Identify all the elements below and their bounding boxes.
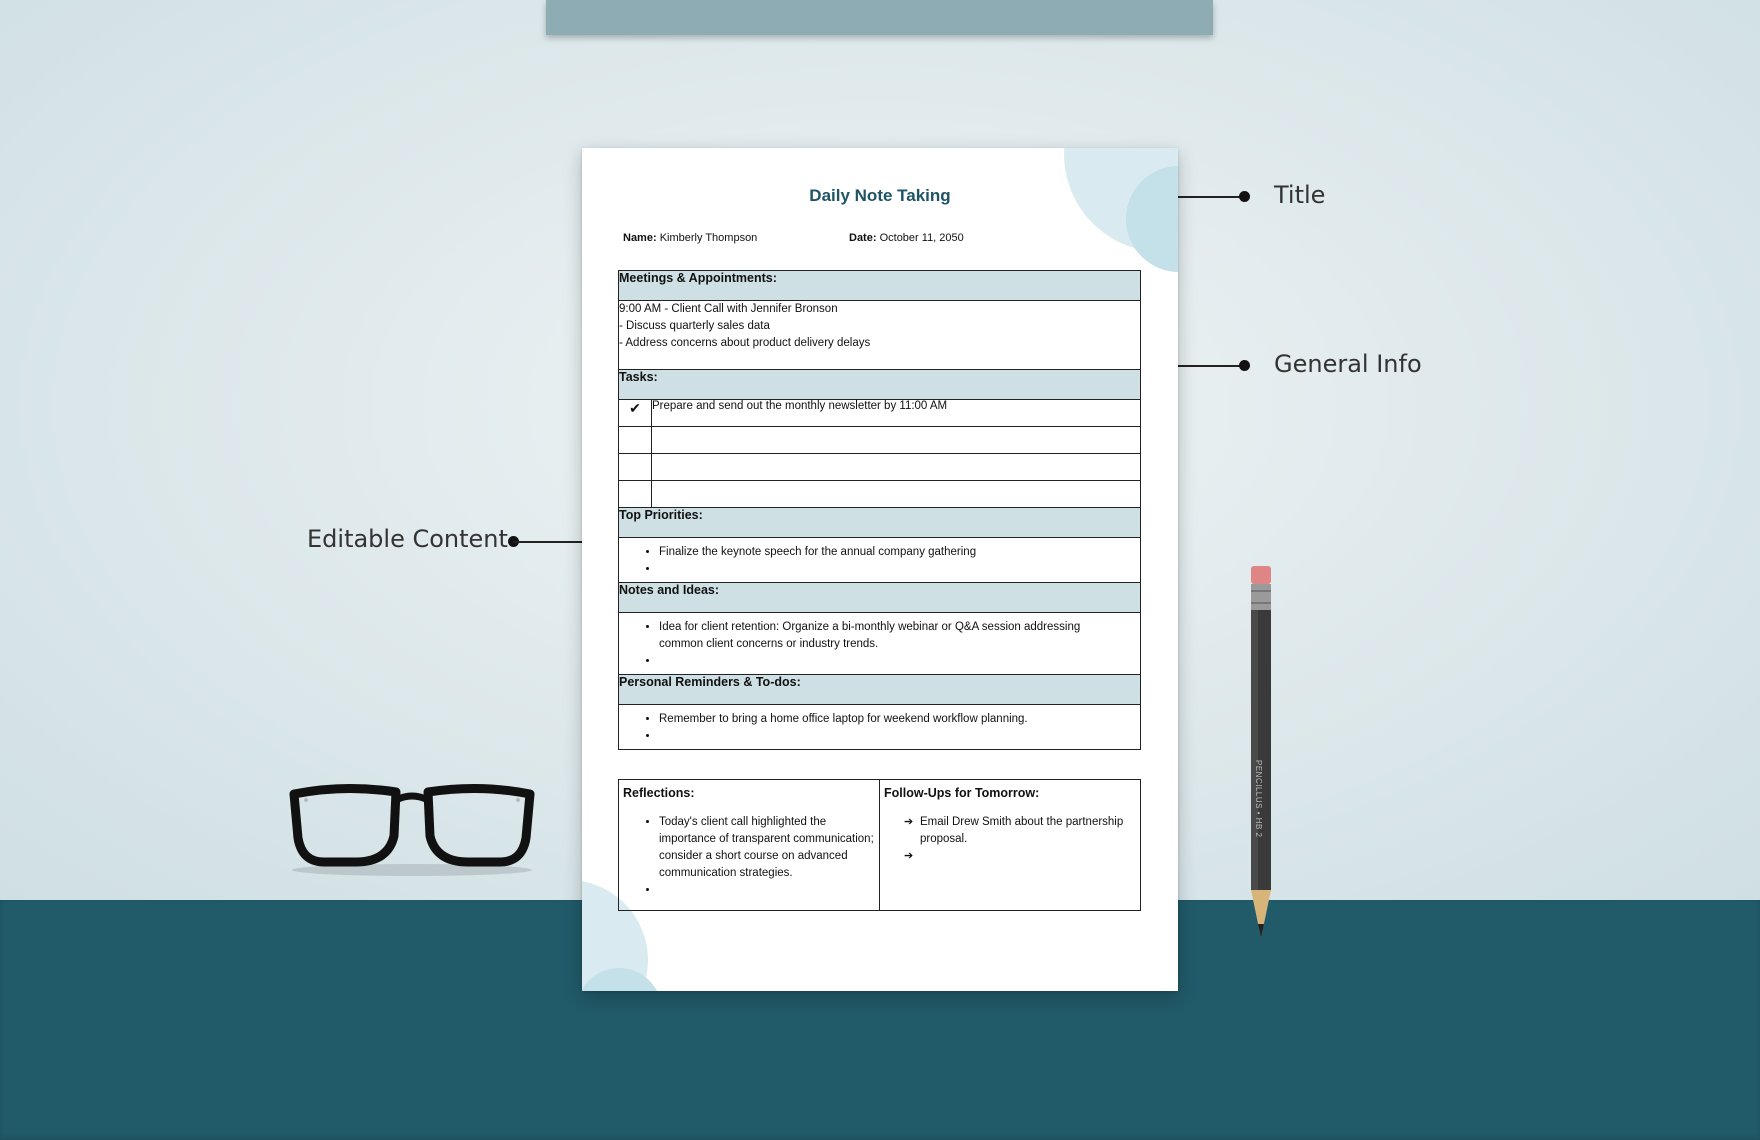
task-row [619, 454, 1141, 481]
followups-heading: Follow-Ups for Tomorrow: [884, 786, 1040, 800]
reflections-followups-table [618, 779, 1141, 911]
date-field[interactable] [849, 232, 964, 244]
reminders-body[interactable] [619, 705, 1141, 750]
followup-item: ➔ Email Drew Smith about the partnership proposal. [904, 814, 1136, 848]
meetings-body[interactable] [619, 301, 1141, 370]
task-checkbox[interactable] [619, 454, 652, 481]
priority-item: • Finalize the keynote speech for the annual company gathering [659, 544, 1140, 561]
top-tab [546, 0, 1213, 35]
callout-general-info-dot [1239, 360, 1250, 371]
task-text[interactable]: Prepare and send out the monthly newsletter by 11:00 AM [652, 400, 1141, 427]
document-page [582, 148, 1178, 991]
notes-table [618, 270, 1141, 750]
tasks-heading: Tasks: [619, 370, 1141, 400]
reminders-heading: Personal Reminders & To-dos: [619, 675, 1141, 705]
priority-item [659, 561, 1140, 578]
pencil-label: PENCILLUS • HB 2 [1254, 760, 1263, 838]
task-text[interactable] [652, 427, 1141, 454]
name-field[interactable] [623, 232, 757, 244]
reflections-cell[interactable] [619, 780, 880, 911]
meetings-line: 9:00 AM - Client Call with Jennifer Bronson [619, 303, 838, 315]
name-value[interactable]: Kimberly Thompson [659, 232, 758, 244]
task-text[interactable] [652, 454, 1141, 481]
note-item: • Idea for client retention: Organize a bi-monthly webinar or Q&A session addressing common client concerns or industry trends. [659, 619, 1100, 653]
task-row [619, 481, 1141, 508]
document-title[interactable]: Daily Note Taking [809, 186, 951, 205]
followups-cell[interactable] [880, 780, 1141, 911]
callout-title-dot [1239, 191, 1250, 202]
reflection-item [659, 882, 875, 899]
notes-heading: Notes and Ideas: [619, 583, 1141, 613]
priorities-body[interactable] [619, 538, 1141, 583]
task-checkbox[interactable]: ✔ [619, 400, 652, 427]
task-checkbox[interactable] [619, 427, 652, 454]
date-value[interactable]: October 11, 2050 [879, 232, 964, 244]
meetings-line: - Address concerns about product delivery delays [619, 337, 871, 349]
callout-editable-content-label: Editable Content [307, 525, 508, 553]
task-row [619, 400, 1141, 427]
meetings-heading: Meetings & Appointments: [619, 271, 1141, 301]
reminder-item [659, 728, 1140, 745]
callout-title-label: Title [1274, 181, 1326, 209]
task-row [619, 427, 1141, 454]
note-item [659, 653, 1100, 670]
date-label: Date: [849, 232, 877, 244]
callout-general-info-label: General Info [1274, 350, 1422, 378]
reflection-item: • Today's client call highlighted the importance of transparent communication; consider a short course on advanced communication strategies. [659, 814, 875, 882]
name-label: Name: [623, 232, 657, 244]
followup-item [904, 848, 1136, 865]
reflections-heading: Reflections: [623, 786, 695, 800]
notes-body[interactable] [619, 613, 1141, 675]
reminder-item: • Remember to bring a home office laptop for weekend workflow planning. [659, 711, 1140, 728]
priorities-heading: Top Priorities: [619, 508, 1141, 538]
eyeglasses-icon [284, 778, 540, 878]
task-text[interactable] [652, 481, 1141, 508]
task-checkbox[interactable] [619, 481, 652, 508]
meetings-line: - Discuss quarterly sales data [619, 320, 770, 332]
